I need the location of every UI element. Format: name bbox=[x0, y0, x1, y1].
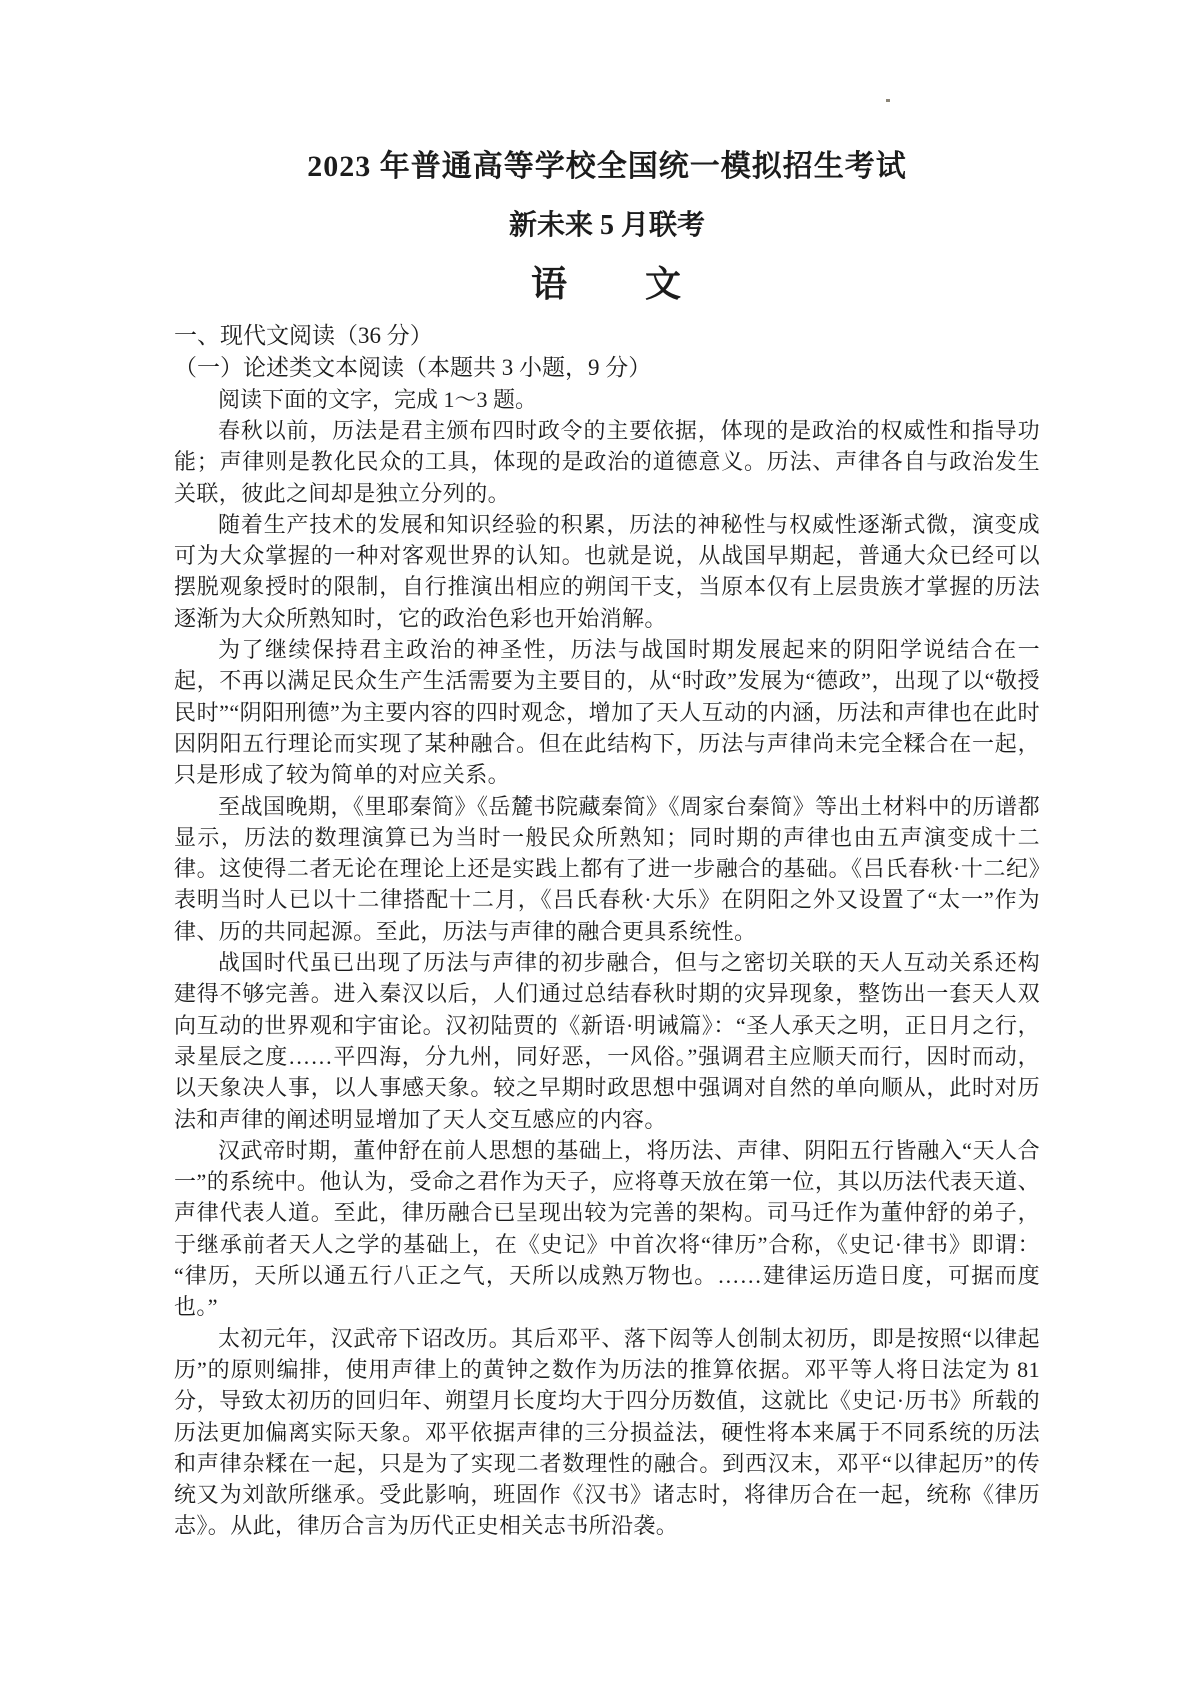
passage-paragraph: 春秋以前，历法是君主颁布四时政令的主要依据，体现的是政治的权威性和指导功能；声律则是教化民众的工具，体现的是政治的道德意义。历法、声律各自与政治发生关联，彼此之间却是独立分列的。 bbox=[174, 418, 1040, 506]
subsection-heading-argumentative-text: （一）论述类文本阅读（本题共 3 小题，9 分） bbox=[174, 355, 652, 380]
passage-paragraph: 太初元年，汉武帝下诏改历。其后邓平、落下闳等人创制太初历，即是按照“以律起历”的原则编排，使用声律上的黄钟之数作为历法的推算依据。邓平等人将日法定为 81 分，导致太初历的回归年、朔望月长度均大于四分历数值，这就比《史记·历书》所载的历法更加偏离实际天象。邓平依据声律的三分损益法，硬性将本来属于不同系统的历法和声律杂糅在一起，只是为了实现二者数理性的融合。到西汉末，邓平“以律起历”的传统又为刘歆所继承。受此影响，班固作《汉书》诸志时，将律历合在一起，统称《律历志》。从此，律历合言为历代正史相关志书所沿袭。 bbox=[174, 1325, 1040, 1539]
scan-artifact-dot bbox=[886, 99, 890, 102]
passage-paragraph: 汉武帝时期，董仲舒在前人思想的基础上，将历法、声律、阴阳五行皆融入“天人合一”的系统中。他认为，受命之君作为天子，应将尊天放在第一位，其以历法代表天道、声律代表人道。至此，律历融合已呈现出较为完善的架构。司马迁作为董仲舒的弟子，于继承前者天人之学的基础上，在《史记》中首次将“律历”合称，《史记·律书》即谓：“律历，天所以通五行八正之气，天所以成熟万物也。……建律运历造日度，可据而度也。” bbox=[174, 1137, 1040, 1320]
subject-title: 语 文 bbox=[530, 264, 683, 304]
reading-passage bbox=[174, 415, 1040, 1542]
passage-paragraph: 为了继续保持君主政治的神圣性，历法与战国时期发展起来的阴阳学说结合在一起，不再以满足民众生产生活需要为主要目的，从“时政”发展为“德政”，出现了以“敬授民时”“阴阳刑德”为主要内容的四时观念，增加了天人互动的内涵，历法和声律也在此时因阴阳五行理论而实现了某种融合。但在此结构下，历法与声律尚未完全糅合在一起，只是形成了较为简单的对应关系。 bbox=[174, 637, 1040, 788]
passage-paragraph: 战国时代虽已出现了历法与声律的初步融合，但与之密切关联的天人互动关系还构建得不够完善。进入秦汉以后，人们通过总结春秋时期的灾异现象，整饬出一套天人双向互动的世界观和宇宙论。汉初陆贾的《新语·明诫篇》：“圣人承天之明，正日月之行，录星辰之度……平四海，分九州，同好恶，一风俗。”强调君主应顺天而行，因时而动，以天象决人事，以人事感天象。较之早期时政思想中强调对自然的单向顺从，此时对历法和声律的阐述明显增加了天人交互感应的内容。 bbox=[174, 950, 1040, 1132]
passage-paragraph: 随着生产技术的发展和知识经验的积累，历法的神秘性与权威性逐渐式微，演变成可为大众掌握的一种对客观世界的认知。也就是说，从战国早期起，普通大众已经可以摆脱观象授时的限制，自行推演出相应的朔闰干支，当原本仅有上层贵族才掌握的历法逐渐为大众所熟知时，它的政治色彩也开始消解。 bbox=[174, 511, 1040, 631]
reading-instruction: 阅读下面的文字，完成 1～3 题。 bbox=[218, 387, 538, 412]
section-heading-modern-reading: 一、现代文阅读（36 分） bbox=[174, 323, 433, 348]
exam-title: 2023 年普通高等学校全国统一模拟招生考试 bbox=[307, 150, 907, 183]
passage-paragraph: 至战国晚期，《里耶秦简》《岳麓书院藏秦简》《周家台秦简》等出土材料中的历谱都显示，历法的数理演算已为当时一般民众所熟知；同时期的声律也由五声演变成十二律。这使得二者无论在理论上还是实践上都有了进一步融合的基础。《吕氏春秋·十二纪》表明当时人已以十二律搭配十二月，《吕氏春秋·大乐》在阴阳之外又设置了“太一”作为律、历的共同起源。至此，历法与声律的融合更具系统性。 bbox=[174, 793, 1040, 944]
exam-session-title: 新未来 5 月联考 bbox=[508, 210, 705, 241]
